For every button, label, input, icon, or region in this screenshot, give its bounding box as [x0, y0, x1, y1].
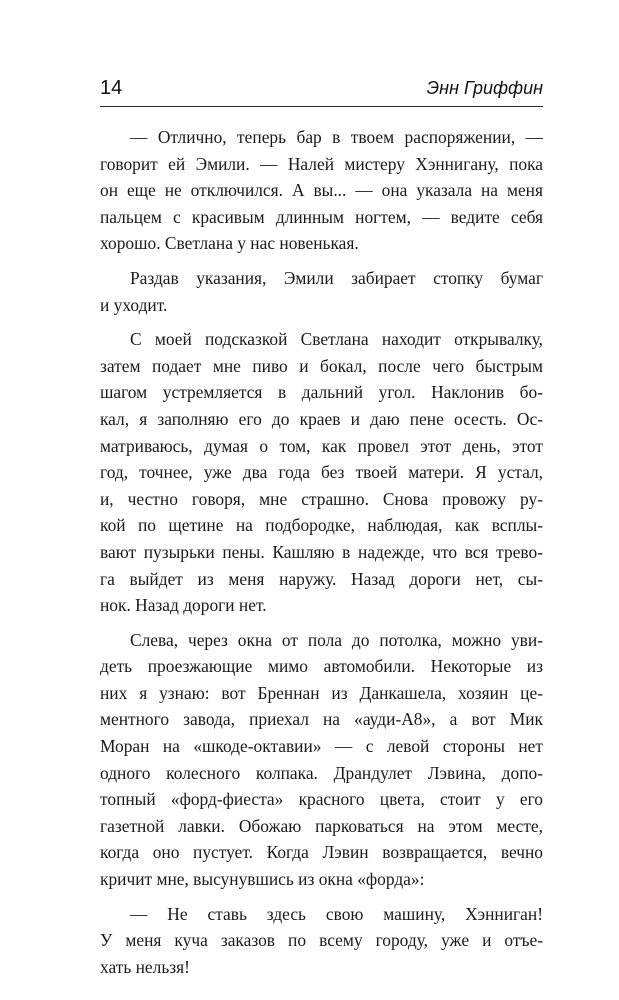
text-line: шагом устремляется в дальний угол. Наклонив бо- — [100, 382, 543, 403]
body-text — [100, 124, 543, 988]
text-line: деть проезжающие мимо автомобили. Некоторые из — [100, 656, 543, 677]
text-line: хать нельзя! — [100, 956, 190, 977]
text-line: С моей подсказкой Светлана находит открывалку, — [130, 329, 543, 350]
paragraph — [100, 627, 543, 893]
paragraph — [100, 124, 543, 257]
text-line: Раздав указания, Эмили забирает стопку бумаг — [130, 267, 543, 288]
text-line: них я узнаю: вот Бреннан из Данкашела, хозяин це- — [100, 682, 543, 703]
text-line: Слева, через окна от пола до потолка, можно уви- — [130, 629, 543, 650]
text-line: газетной лавки. Обожаю парковаться на этом месте, — [100, 815, 543, 836]
paragraph — [100, 265, 543, 318]
text-line: нок. Назад дороги нет. — [100, 595, 267, 616]
header-rule — [100, 106, 543, 107]
text-line: год, точнее, уже два года без твоей матери. Я устал, — [100, 462, 543, 483]
text-line: и, честно говоря, мне страшно. Снова провожу ру- — [100, 488, 543, 509]
header-author: Энн Гриффин — [426, 78, 543, 98]
text-line: одного колесного колпака. Драндулет Лэвина, допо- — [100, 762, 543, 783]
text-line: — Не ставь здесь свою машину, Хэнниган! — [130, 903, 543, 924]
text-line: ментного завода, приехал на «ауди-А8», а вот Мик — [100, 709, 543, 730]
page-number: 14 — [100, 77, 123, 99]
text-line: вают пузырьки пены. Кашляю в надежде, что вся трево- — [100, 541, 543, 562]
paragraph — [100, 901, 543, 981]
text-line: га выйдет из меня наружу. Назад дороги нет, сы- — [100, 568, 543, 589]
text-line: затем подает мне пиво и бокал, после чего быстрым — [100, 355, 543, 376]
paragraph — [100, 326, 543, 619]
text-line: пальцем с красивым длинным ногтем, — ведите себя — [100, 206, 543, 227]
text-line: он еще не отключился. А вы... — она указала на меня — [100, 180, 543, 201]
text-line: Моран на «шкоде-октавии» — с левой стороны нет — [100, 736, 543, 757]
text-line: кой по щетине на подбородке, наблюдая, как всплы- — [100, 515, 543, 536]
text-line: и уходит. — [100, 294, 168, 315]
text-line: матриваюсь, думая о том, как провел этот день, этот — [100, 435, 543, 456]
text-line: топный «форд-фиеста» красного цвета, стоит у его — [100, 789, 543, 810]
text-line: кричит мне, высунувшись из окна «форда»: — [100, 869, 425, 890]
running-head — [100, 76, 543, 100]
text-line: — Отлично, теперь бар в твоем распоряжении, — — [130, 127, 543, 147]
text-line: говорит ей Эмили. — Налей мистеру Хэннигану, пока — [100, 153, 543, 174]
text-line: когда оно пустует. Когда Лэвин возвращается, вечно — [100, 842, 543, 863]
text-line: У меня куча заказов по всему городу, уже и отъе- — [100, 930, 543, 951]
text-line: хорошо. Светлана у нас новенькая. — [100, 233, 359, 254]
text-line: кал, я заполняю его до краев и даю пене осесть. Ос- — [100, 408, 543, 429]
